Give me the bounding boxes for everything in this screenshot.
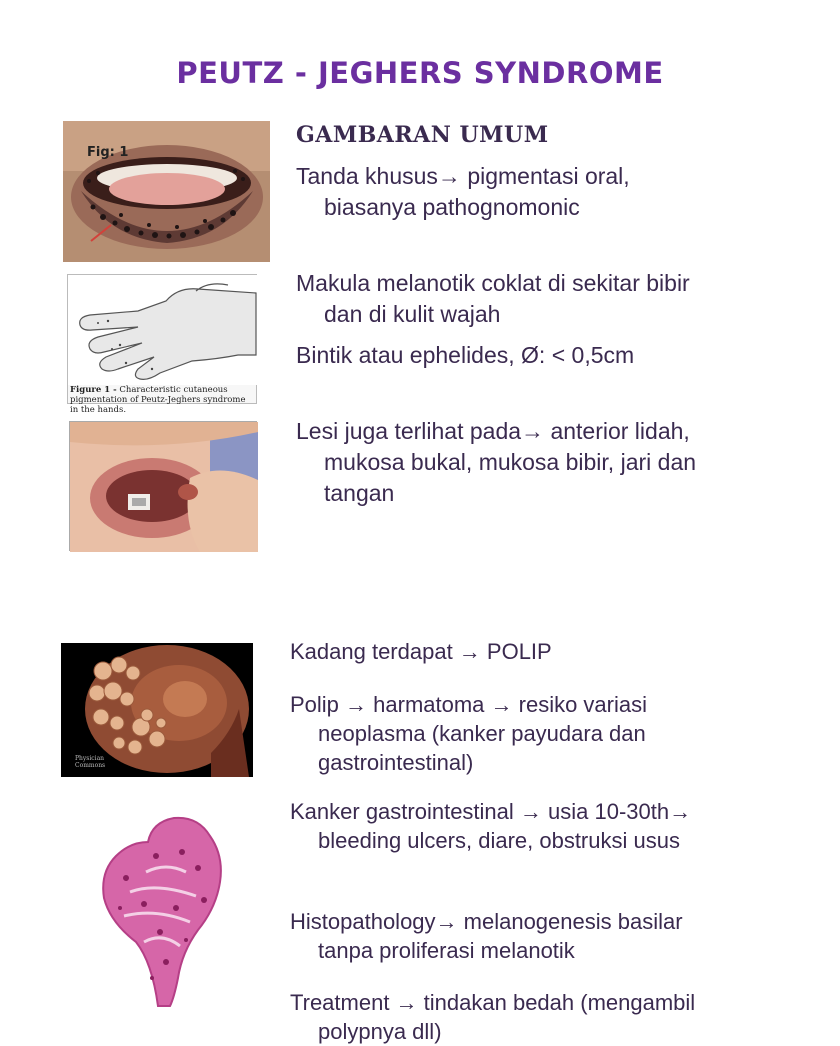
fig1-label: Fig: 1 [87,145,129,160]
paragraph-lesions: Lesi juga terlihat pada→ anterior lidah, mukosa bukal, mukosa bibir, jari dan tangan [296,418,697,506]
page-title: PEUTZ - JEGHERS SYNDROME [176,56,664,90]
endoscopy-polyps-image [61,643,253,777]
paragraph-treatment: Treatment → tindakan bedah (mengambil polypnya dll) [290,990,696,1044]
paragraph-harmatoma: Polip → harmatoma → resiko variasi neoplasma (kanker payudara dan gastrointestinal) [290,692,648,775]
section-heading: GAMBARAN UMUM [296,122,549,148]
fig4-watermark: Physician Commons [75,755,106,769]
histology-image [86,812,231,1008]
paragraph-histopathology: Histopathology→ melanogenesis basilar tanpa proliferasi melanotik [290,909,683,963]
paragraph-oral-pigmentation: Tanda khusus→ pigmentasi oral, biasanya pathognomonic [296,163,630,220]
paragraph-ephelides: Bintik atau ephelides, Ø: < 0,5cm [296,342,635,368]
fig2-caption [70,385,256,415]
paragraph-gi-cancer: Kanker gastrointestinal → usia 10-30th→ bleeding ulcers, diare, obstruksi usus [290,799,692,853]
lips-pigmentation-image [63,121,270,262]
fig2-caption-bold: Figure 1 - [70,385,117,395]
hand-pigmentation-image [67,274,257,415]
mouth-lesion-image [69,421,257,551]
paragraph-polip: Kadang terdapat → POLIP [290,639,552,664]
fig2-caption-text: Characteristic cutaneous pigmentation of Peutz-Jeghers syndrome in the hands. [70,385,246,415]
paragraph-macula: Makula melanotik coklat di sekitar bibir dan di kulit wajah [296,270,690,327]
